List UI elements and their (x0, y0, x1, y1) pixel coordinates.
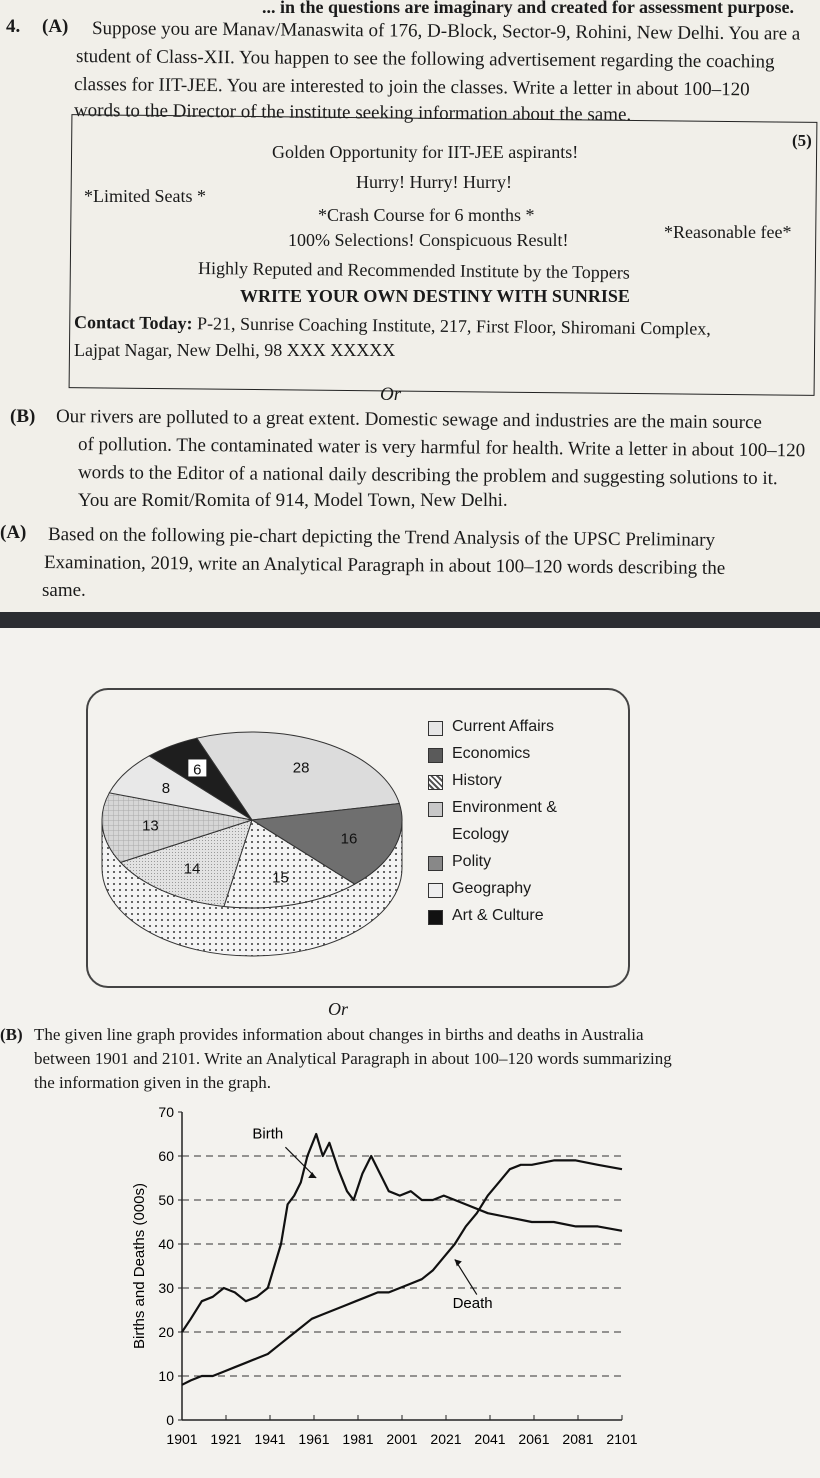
q5b-line-1: The given line graph provides information about changes in births and deaths in Australia (34, 1025, 644, 1044)
legend-label: Current Affairs (452, 718, 554, 735)
ad-reasonable-fee: *Reasonable fee* (664, 222, 792, 242)
y-tick-label: 10 (158, 1368, 174, 1384)
legend-swatch (428, 883, 443, 898)
legend-label: Polity (452, 853, 492, 870)
annotation-birth: Birth (252, 1125, 284, 1143)
x-tick-label: 1981 (342, 1431, 374, 1447)
pie-value-label: 28 (292, 759, 310, 777)
q5a-line-2: Examination, 2019, write an Analytical Paragraph in about 100–120 words describing the (43, 552, 726, 579)
question-number: 4. (6, 16, 21, 37)
legend-swatch (428, 910, 443, 925)
page-divider (0, 612, 820, 628)
pie-value-label: 16 (340, 830, 358, 848)
legend-label: Art & Culture (452, 907, 544, 924)
x-tick-label: 1961 (298, 1431, 330, 1447)
y-tick-label: 60 (158, 1148, 174, 1164)
legend-label: History (452, 772, 502, 789)
legend-label: Economics (452, 745, 531, 762)
pie-value-label: 13 (142, 817, 159, 835)
q4-part-b-label: (B) (10, 406, 36, 427)
x-tick-label: 2101 (606, 1431, 638, 1447)
y-tick-label: 30 (158, 1280, 174, 1296)
q5-part-b-label: (B) (0, 1025, 23, 1044)
q5a-line-3: same. (42, 580, 86, 601)
legend-swatch (428, 775, 443, 790)
ad-selections: 100% Selections! Conspicuous Result! (288, 230, 569, 250)
pie-value-label: 15 (272, 869, 289, 887)
legend-swatch (428, 802, 443, 817)
y-tick-label: 50 (158, 1192, 174, 1208)
or-separator-1: Or (380, 384, 402, 405)
q4a-line-3: classes for IIT-JEE. You are interested to join the classes. Write a letter in about 100–120 (73, 74, 750, 101)
q4-part-a-label: (A) (42, 16, 69, 37)
q5b-line-3: the information given in the graph. (34, 1073, 271, 1092)
pie-value-label: 14 (183, 860, 201, 878)
ad-destiny: WRITE YOUR OWN DESTINY WITH SUNRISE (240, 286, 630, 306)
ad-hurry: Hurry! Hurry! Hurry! (356, 172, 512, 192)
legend-label: Ecology (452, 826, 509, 843)
x-tick-label: 2081 (562, 1431, 594, 1447)
y-tick-label: 40 (158, 1236, 174, 1252)
legend-swatch (428, 721, 443, 736)
pie-value-label: 6 (193, 761, 202, 779)
q5b-line-2: between 1901 and 2101. Write an Analytical Paragraph in about 100–120 words summarizing (34, 1049, 672, 1068)
line-chart (120, 1100, 660, 1460)
x-tick-label: 2041 (474, 1431, 506, 1447)
q4a-line-2: student of Class-XII. You happen to see the following advertisement regarding the coaching (75, 46, 775, 73)
y-axis-label: Births and Deaths (000s) (131, 1183, 148, 1349)
y-tick-label: 20 (158, 1324, 174, 1340)
q5-part-a-label: (A) (0, 522, 27, 543)
or-separator-2: Or (328, 999, 349, 1019)
ad-reputed: Highly Reputed and Recommended Institute by the Toppers (197, 258, 630, 283)
x-tick-label: 2061 (518, 1431, 550, 1447)
ad-contact-line-2: Lajpat Nagar, New Delhi, 98 XXX XXXXX (74, 340, 396, 360)
legend-label: Environment & (452, 799, 557, 816)
q4b-line-1: Our rivers are polluted to a great extent. Domestic sewage and industries are the main source (55, 406, 762, 434)
ad-title: Golden Opportunity for IIT-JEE aspirants! (272, 142, 579, 162)
marks: (5) (792, 131, 812, 150)
legend-swatch (428, 748, 443, 763)
x-tick-label: 1901 (166, 1431, 198, 1447)
pie-value-label: 8 (161, 779, 171, 797)
series-line-birth (182, 1134, 622, 1332)
q4a-line-4: words to the Director of the institute seeking information about the same. (73, 100, 632, 126)
y-tick-label: 70 (158, 1104, 174, 1120)
x-tick-label: 1941 (254, 1431, 286, 1447)
ad-limited-seats: *Limited Seats * (84, 186, 206, 206)
legend-label: Geography (452, 880, 532, 897)
header-note: ... in the questions are imaginary and created for assessment purpose. (262, 0, 795, 17)
q4b-line-2: of pollution. The contaminated water is very harmful for health. Write a letter in about 100–120 (77, 434, 806, 462)
x-tick-label: 2001 (386, 1431, 418, 1447)
ad-crash-course: *Crash Course for 6 months * (318, 205, 535, 225)
y-tick-label: 0 (166, 1412, 174, 1428)
x-tick-label: 2021 (430, 1431, 462, 1447)
ad-contact-label: Contact Today: (73, 312, 193, 334)
legend-swatch (428, 856, 443, 871)
q4b-line-3: words to the Editor of a national daily describing the problem and suggesting solutions to it. (77, 462, 778, 490)
q4b-line-4: You are Romit/Romita of 914, Model Town, New Delhi. (78, 490, 508, 511)
ad-contact-address: P-21, Sunrise Coaching Institute, 217, First Floor, Shiromani Complex, (196, 313, 711, 339)
q5a-line-1: Based on the following pie-chart depicting the Trend Analysis of the UPSC Preliminary (47, 524, 716, 551)
annotation-death: Death (452, 1294, 493, 1312)
pie-chart (88, 690, 418, 984)
q4a-line-1: Suppose you are Manav/Manaswita of 176, D-Block, Sector-9, Rohini, New Delhi. You are a (91, 18, 801, 45)
x-tick-label: 1921 (210, 1431, 242, 1447)
